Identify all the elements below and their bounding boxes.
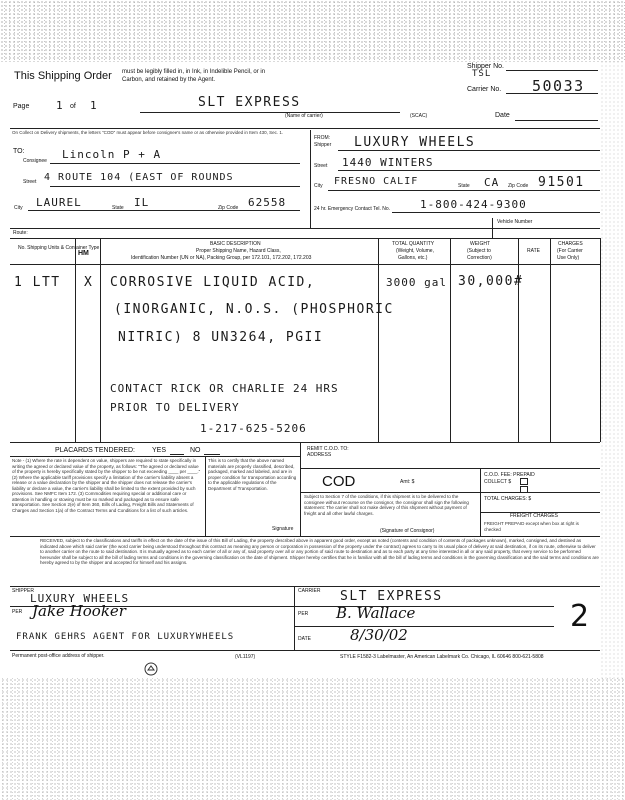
from-city-value[interactable]: FRESNO CALIF: [334, 176, 419, 187]
col-weight-header-1: WEIGHT: [470, 241, 490, 247]
note-line-1[interactable]: CONTACT RICK OR CHARLIE 24 HRS: [110, 382, 339, 395]
col-basic-header-1: BASIC DESCRIPTION: [210, 241, 261, 247]
to-zip-value[interactable]: 62558: [248, 196, 287, 209]
recycle-logo-icon: [144, 662, 158, 676]
from-zip-label: Zip Code: [508, 183, 529, 189]
cod-label: COD: [322, 473, 356, 490]
row-desc-line-1[interactable]: CORROSIVE LIQUID ACID,: [110, 275, 316, 290]
carrier-per-line: [294, 626, 554, 627]
placards-yes[interactable]: YES: [152, 447, 167, 454]
signature-consignor-label: (Signature of Consignor): [380, 528, 435, 534]
col-hm-header: HM: [78, 250, 89, 257]
row-desc-line-2[interactable]: (INORGANIC, N.O.S. (PHOSPHORIC: [114, 302, 394, 317]
scan-noise-right: [600, 60, 625, 680]
col-charges-header-3: Use Only): [557, 255, 580, 261]
shipper-value[interactable]: LUXURY WHEELS: [354, 135, 476, 150]
vehicle-divider: [492, 218, 493, 238]
col-qty-header-3: Gallons, etc.): [398, 255, 428, 261]
cod-amt-label: Amt: $: [400, 479, 415, 485]
col-weight-header-3: Correction): [467, 255, 492, 261]
cod-small-print: On Collect on Delivery shipments, the letters "COD" must appear before consignee's name or as otherwise provided in Item 430, Sec. 1.: [12, 130, 284, 135]
page-of: of: [70, 103, 76, 110]
shipper-per-value[interactable]: Jake Hooker: [32, 602, 126, 620]
carrier-date-label: DATE: [298, 636, 311, 642]
shipper-line: [338, 150, 600, 151]
to-street-label: Street: [23, 179, 37, 185]
certification-text: This is to certify that the above named materials are properly classified, described, packaged, marked and labeled, and are in proper condition for transportation according to the applicable regulations of the Department of Transportation.: [208, 458, 297, 491]
form-title: This Shipping Order: [14, 70, 112, 82]
carrier-no-label: Carrier No.: [467, 86, 502, 93]
row-hm-value[interactable]: X: [84, 275, 94, 290]
from-divider: [310, 130, 311, 228]
shipper-no-value[interactable]: TSL: [472, 69, 492, 79]
row-weight-value[interactable]: 30,000#: [458, 274, 524, 289]
from-zip-value[interactable]: 91501: [538, 175, 585, 190]
emergency-value[interactable]: 1-800-424-9300: [420, 198, 527, 211]
route-top-rule: [10, 228, 600, 229]
shipper-per-label: PER: [12, 609, 23, 615]
row-units-value[interactable]: 1 LTT: [14, 275, 61, 290]
prepaid-checkbox[interactable]: [520, 478, 528, 485]
carrier-sig-label: CARRIER: [298, 588, 321, 594]
freight-charges-label: FREIGHT CHARGES: [510, 513, 558, 519]
placards-bottom-rule: [10, 456, 300, 457]
consignee-value[interactable]: Lincoln P + A: [62, 148, 162, 161]
col-divider-desc: [378, 238, 379, 442]
carrier-per-value[interactable]: B. Wallace: [336, 604, 416, 622]
date-line: [515, 120, 598, 121]
name-of-carrier-label: (Name of carrier): [285, 113, 323, 119]
row-qty-value[interactable]: 3000 gal: [386, 276, 447, 289]
placards-label: PLACARDS TENDERED:: [55, 447, 136, 454]
from-street-line: [338, 170, 600, 171]
from-state-value[interactable]: CA: [484, 176, 500, 189]
col-weight-header-2: (Subject to: [467, 248, 491, 254]
col-charges-header-1: CHARGES: [558, 241, 583, 247]
remit-rule: [300, 468, 600, 469]
subject-section-7-text: Subject to Section 7 of the conditions, if this shipment is to be delivered to the consignee without recourse on the consignor, the consignor shall sign the following statement: The carrier shall not make delivery of this shipment without payment of freight and all other lawful charges.: [304, 494, 469, 516]
permanent-address-label: Permanent post-office address of shipper.: [12, 653, 105, 659]
col-charges-header-2: (For Carrier: [557, 248, 583, 254]
note-line-2[interactable]: PRIOR TO DELIVERY: [110, 401, 240, 414]
page-num[interactable]: 1: [56, 99, 64, 112]
to-state-value[interactable]: IL: [134, 196, 150, 209]
shipper-no-label: Shipper No.: [467, 63, 504, 70]
carrier-name-line: [140, 112, 400, 113]
to-city-line: [28, 210, 300, 211]
date-label: Date: [495, 112, 510, 119]
from-street-label: Street: [314, 163, 328, 169]
carrier-no-value[interactable]: 50033: [532, 77, 585, 95]
carrier-date-value[interactable]: 8/30/02: [350, 626, 408, 644]
signatures-divider: [294, 586, 295, 650]
carrier-name[interactable]: SLT EXPRESS: [198, 95, 301, 110]
signatures-bottom-rule: [10, 650, 600, 651]
shipper-no-line: [506, 70, 598, 71]
carrier-per-label: PER: [298, 611, 309, 617]
col-qty-header-1: TOTAL QUANTITY: [392, 241, 435, 247]
col-divider-units: [75, 238, 76, 442]
must-text-2: Carbon, and retained by the Agent.: [122, 77, 216, 83]
remit-label: REMIT C.O.D. TO: ADDRESS: [307, 446, 349, 458]
from-street-value[interactable]: 1440 WINTERS: [342, 156, 434, 169]
emergency-label: 24 hr. Emergency Contact Tel. No.: [314, 206, 391, 212]
col-basic-header-3: Identification Number (UN or NA), Packing Group, per 172.101, 172.202, 172.203: [131, 255, 312, 261]
shipper-per2-value[interactable]: FRANK GEHRS AGENT FOR LUXURYWHEELS: [16, 632, 235, 642]
table-right-border: [600, 238, 601, 442]
table-header-rule: [10, 264, 600, 265]
side-number: 2: [570, 599, 590, 634]
from-city-label: City: [314, 183, 323, 189]
col-qty-header-2: (Weight, Volume,: [396, 248, 434, 254]
carrier-sig-line: [294, 606, 554, 607]
placards-yes-line: [170, 454, 184, 455]
carrier-sig-value[interactable]: SLT EXPRESS: [340, 589, 443, 604]
received-bottom-rule: [10, 586, 600, 587]
cod-fee-divider: [480, 468, 481, 536]
col-divider-rate: [550, 238, 551, 442]
cod-fee-label: C.O.D. FEE: PREPAID COLLECT $: [484, 472, 535, 485]
total-charges-label: TOTAL CHARGES: $: [484, 496, 532, 502]
shipper-label: Shipper: [314, 142, 332, 148]
col-basic-header-2: Proper Shipping Name, Hazard Class,: [196, 248, 281, 254]
must-text-1: must be legibly filled in, in Ink, in Indelible Pencil, or in: [122, 69, 266, 75]
scan-noise-top: [0, 0, 625, 62]
header-rule: [10, 128, 600, 129]
col-divider-hm: [100, 238, 101, 442]
consignee-label: Consignee: [23, 158, 47, 164]
liability-note: Note - (1) Where the rate is dependent on value, shippers are required to state specifically in writing the agreed or declared value of the property, as follows: "The agreed or declared value of the property is hereby specifically stated by the shipper to be not exceeding ____ per ____." (2) Where the applicable tariff provisions specify a limitation of the carrier's liability absent a release or a value declaration by the shipper and the shipper does not release the carrier's liability or declare a value, the carrier's liability shall be limited to the extent provided by such provisions. See NMFC Item 172. (3) Commodities requiring special or additional care or attention in handling or stowing must be so marked and packaged as to ensure safe transportation. See Section 2(e) of Item 360, Bills of Lading, Freight Bills and Statements of Charges and Section 1(a) of the Contract Terms and Conditions for a list of such articles.: [12, 458, 201, 513]
to-label: TO:: [13, 148, 25, 155]
form-style-info: STYLE F1582-3 Labelmaster, An American Labelmark Co. Chicago, IL 60646 800-621-5808: [340, 654, 544, 660]
signature-label: Signature: [272, 526, 294, 532]
to-street-line: [50, 186, 300, 187]
from-state-label: State: [458, 183, 470, 189]
from-label: FROM:: [314, 135, 331, 141]
shipper-sig-value[interactable]: LUXURY WHEELS: [30, 592, 130, 605]
to-street-value[interactable]: 4 ROUTE 104 (EAST OF ROUNDS: [44, 172, 234, 183]
from-city-line: [328, 190, 600, 191]
page-total[interactable]: 1: [90, 99, 98, 112]
cert-cod-divider: [300, 442, 301, 536]
col-rate-header: RATE: [527, 248, 540, 254]
note-cert-divider: [205, 456, 206, 536]
placards-no-line: [204, 454, 220, 455]
note-line-3[interactable]: 1-217-625-5206: [200, 422, 307, 435]
page-label: Page: [13, 103, 30, 110]
scan-noise-bottom: [0, 678, 625, 800]
row-desc-line-3[interactable]: NITRIC) 8 UN3264, PGII: [118, 330, 324, 345]
to-city-label: City: [14, 205, 23, 211]
received-text: RECEIVED, subject to the classifications and tariffs in effect on the date of the issue of this Bill of Lading, the property described above in apparent good order, except as noted (contents and condition of contents of packages unknown), marked, consigned, and destined as indicated above which said carrier (the word carrier being understood throughout this contract as meaning any person or corporation in possession of the property under the contract) agrees to carry to its usual place of delivery at said destination, if on its route, otherwise to deliver to another carrier on the route to said destination. It is mutually agreed as to each carrier of all or any of, said property over all or any portion of said route to destination and as to each party at any time interested in all or any said property, that every service to be performed hereunder shall be subject to all the bill of lading terms and conditions in the governing classification on the date of shipment. Shipper hereby certifies that he is familiar with all the bill of lading terms and conditions in the governing classification and the said terms and conditions are hereby agreed to by the shipper and accepted for himself and his assigns.: [40, 538, 599, 565]
route-label: Route:: [13, 230, 28, 236]
scac-label: (SCAC): [410, 113, 428, 119]
emergency-line: [392, 212, 600, 213]
placards-section-bottom: [10, 536, 600, 537]
vehicle-label: Vehicle Number: [497, 219, 533, 225]
shipper-sig-label: SHIPPER: [12, 588, 34, 594]
route-bottom-rule: [10, 238, 600, 239]
freight-charges-sub: FREIGHT PREPAID except when box at right is checked: [484, 521, 579, 532]
form-version: (VL1197): [235, 654, 256, 660]
placards-no[interactable]: NO: [190, 447, 201, 454]
col-divider-weight: [518, 238, 519, 442]
to-state-label: State: [112, 205, 124, 211]
cod-bottom-rule: [300, 492, 600, 493]
consignee-line: [50, 163, 300, 164]
col-units-header: No. Shipping Units & Container Type: [18, 245, 100, 251]
col-divider-qty: [450, 238, 451, 442]
placards-top-rule: [10, 442, 600, 443]
to-city-value[interactable]: LAUREL: [36, 196, 82, 209]
to-zip-label: Zip Code: [218, 205, 239, 211]
